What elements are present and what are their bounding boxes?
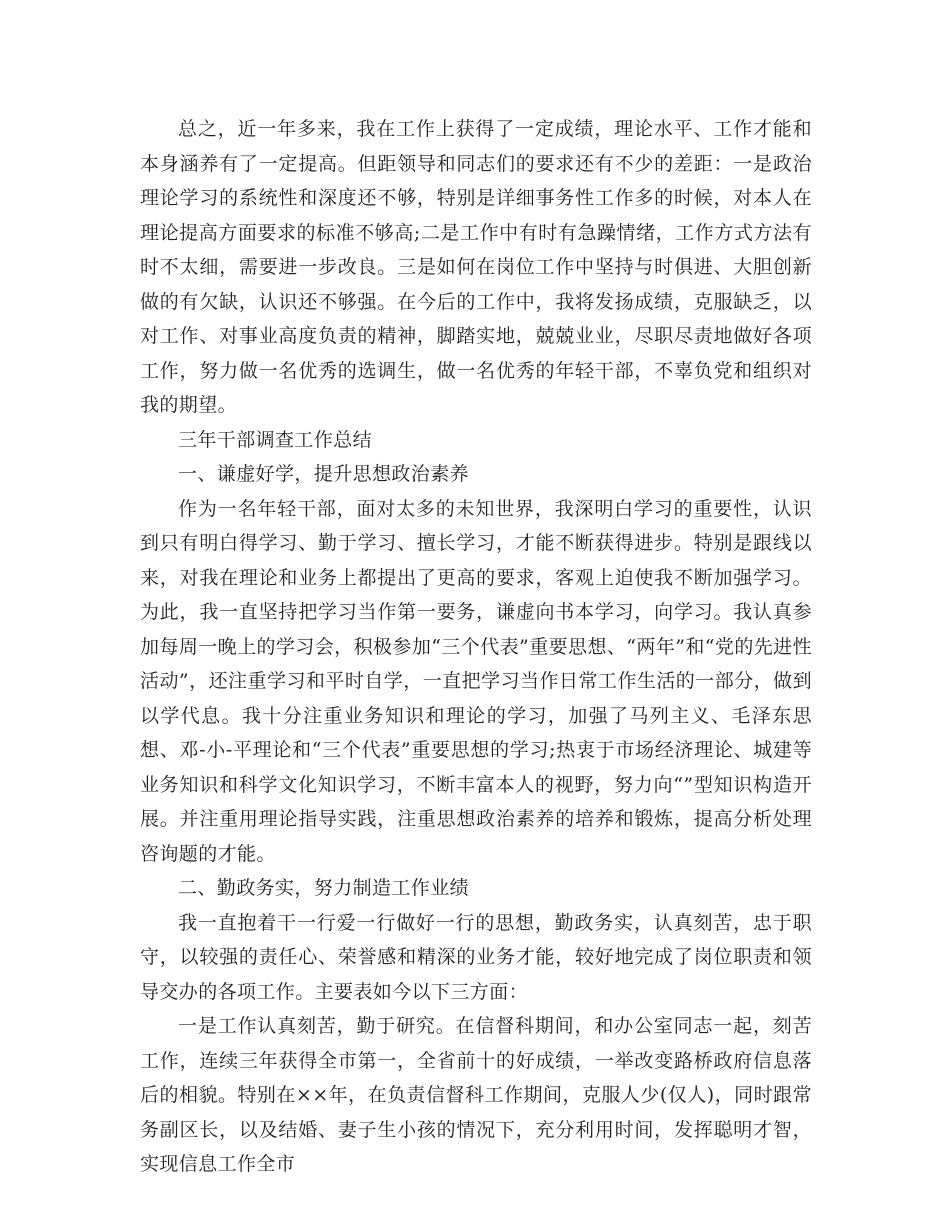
document-body [140, 112, 812, 1182]
section-heading-2: 二、勤政务实，努力制造工作业绩 [178, 877, 470, 899]
paragraph-learning: 作为一名年轻干部，面对太多的未知世界，我深明白学习的重要性，认识到只有明白得学习、勤于学习、擅长学习，才能不断获得进步。特别是跟线以来，对我在理论和业务上都提出了更高的要求，客观上迫使我不断加强学习。为此，我一直坚持把学习当作第一要务，谦虚向书本学习，向学习。我认真参加每周一晚上的学习会，积极参加“三个代表”重要思想、“两年”和“党的先进性活动”，还注重学习和平时自学，一直把学习当作日常工作生活的一部分，做到以学代息。我十分注重业务知识和理论的学习，加强了马列主义、毛泽东思想、邓-小-平理论和“三个代表”重要思想的学习;热衷于市场经济理论、城建等业务知识和科学文化知识学习，不断丰富本人的视野，努力向“”型知识构造开展。并注重用理论指导实践，注重思想政治素养的培养和锻炼，提高分析处理咨询题的才能。 [140, 497, 812, 865]
section-title: 三年干部调查工作总结 [178, 428, 373, 451]
paragraph-work-detail: 一是工作认真刻苦，勤于研究。在信督科期间，和办公室同志一起，刻苦工作，连续三年获得全市第一，全省前十的好成绩，一举改变路桥政府信息落后的相貌。特别在××年，在负责信督科工作期间，克服人少(仅人)，同时跟常务副区长，以及结婚、妻子生小孩的情况下，充分利用时间，发挥聪明才智，实现信息工作全市 [140, 1015, 812, 1175]
paragraph-diligence: 我一直抱着干一行爱一行做好一行的思想，勤政务实，认真刻苦，忠于职守，以较强的责任心、荣誉感和精深的业务才能，较好地完成了岗位职责和领导交办的各项工作。主要表如今以下三方面： [140, 911, 812, 1003]
section-heading-1: 一、谦虚好学，提升思想政治素养 [178, 463, 470, 485]
paragraph-summary: 总之，近一年多来，我在工作上获得了一定成绩，理论水平、工作才能和本身涵养有了一定提高。但距领导和同志们的要求还有不少的差距：一是政治理论学习的系统性和深度还不够，特别是详细事务性工作多的时候，对本人在理论提高方面要求的标准不够高;二是工作中有时有急躁情绪，工作方式方法有时不太细，需要进一步改良。三是如何在岗位工作中坚持与时俱进、大胆创新做的有欠缺，认识还不够强。在今后的工作中，我将发扬成绩，克服缺乏，以对工作、对事业高度负责的精神，脚踏实地，兢兢业业，尽职尽责地做好各项工作，努力做一名优秀的选调生，做一名优秀的年轻干部，不辜负党和组织对我的期望。 [140, 118, 812, 416]
